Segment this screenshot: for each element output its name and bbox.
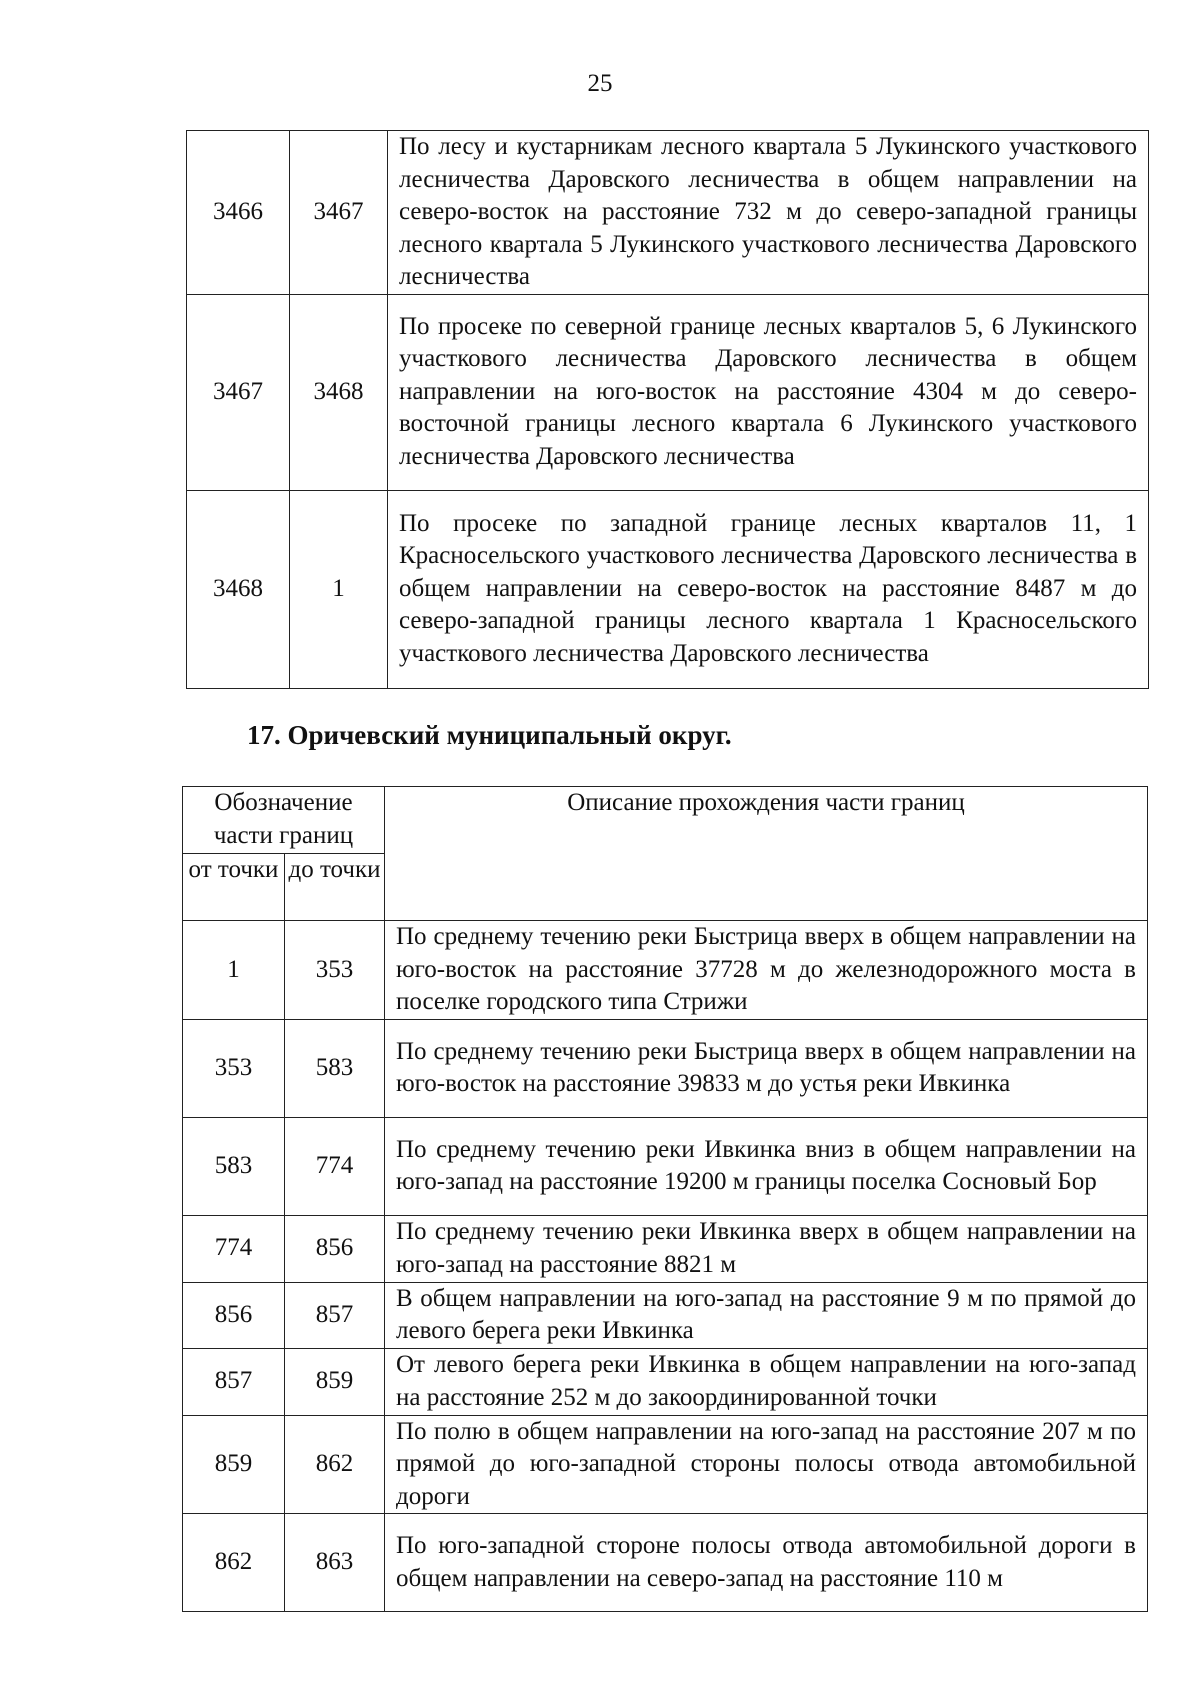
to-point-cell: 3468 [290,294,388,490]
page-number: 25 [587,70,613,97]
to-point-cell: 1 [290,490,388,688]
from-point-cell: 3466 [187,131,290,295]
table-row [187,490,1149,688]
to-point-cell: 583 [285,1019,385,1117]
from-point-cell: 859 [183,1415,285,1514]
description-cell: От левого берега реки Ивкинка в общем направлении на юго-запад на расстояние 252 м до закоординированной точки [385,1348,1148,1415]
table-row [183,921,1148,1020]
boundary-table-continued [186,130,1149,689]
description-cell: По среднему течению реки Быстрица вверх в общем направлении на юго-восток на расстояние 39833 м до устья реки Ивкинка [385,1019,1148,1117]
to-point-cell: 863 [285,1514,385,1612]
to-point-cell: 857 [285,1282,385,1348]
table-row [183,1117,1148,1215]
table-row [183,1215,1148,1282]
description-cell: По просеке по северной границе лесных кварталов 5, 6 Лукинского участкового лесничества Даровского лесничества в общем направлении на юго-восток на расстояние 4304 м до северо-восточной границы лесного квартала 6 Лукинского участкового лесничества Даровского лесничества [388,294,1149,490]
to-point-cell: 859 [285,1348,385,1415]
to-point-header: до точки [285,854,385,921]
from-point-cell: 774 [183,1215,285,1282]
table-header-row [183,787,1148,854]
from-point-cell: 583 [183,1117,285,1215]
to-point-cell: 3467 [290,131,388,295]
table-row [183,1282,1148,1348]
description-header: Описание прохождения части границ [385,787,1148,921]
to-point-cell: 774 [285,1117,385,1215]
designation-header: Обозначение части границ [183,787,385,854]
boundary-table-orichevsky [182,786,1148,1612]
table-row [183,1019,1148,1117]
table-row [183,1348,1148,1415]
from-point-header: от точки [183,854,285,921]
description-cell: По просеке по западной границе лесных кварталов 11, 1 Красносельского участкового лесничества Даровского лесничества в общем направлении на северо-восток на расстояние 8487 м до северо-западной границы лесного квартала 1 Красносельского участкового лесничества Даровского лесничества [388,490,1149,688]
from-point-cell: 353 [183,1019,285,1117]
description-cell: По полю в общем направлении на юго-запад на расстояние 207 м по прямой до юго-западной стороны полосы отвода автомобильной дороги [385,1415,1148,1514]
description-cell: По среднему течению реки Быстрица вверх в общем направлении на юго-восток на расстояние 37728 м до железнодорожного моста в поселке городского типа Стрижи [385,921,1148,1020]
from-point-cell: 862 [183,1514,285,1612]
description-cell: По среднему течению реки Ивкинка вверх в общем направлении на юго-запад на расстояние 8821 м [385,1215,1148,1282]
to-point-cell: 856 [285,1215,385,1282]
to-point-cell: 353 [285,921,385,1020]
description-cell: По юго-западной стороне полосы отвода автомобильной дороги в общем направлении на северо-запад на расстояние 110 м [385,1514,1148,1612]
from-point-cell: 856 [183,1282,285,1348]
from-point-cell: 857 [183,1348,285,1415]
description-cell: По среднему течению реки Ивкинка вниз в общем направлении на юго-запад на расстояние 19200 м границы поселка Сосновый Бор [385,1117,1148,1215]
table-row [187,294,1149,490]
table-row [183,1514,1148,1612]
description-cell: В общем направлении на юго-запад на расстояние 9 м по прямой до левого берега реки Ивкинка [385,1282,1148,1348]
table-row [183,1415,1148,1514]
to-point-cell: 862 [285,1415,385,1514]
section-heading: 17. Оричевский муниципальный округ. [247,720,732,750]
description-cell: По лесу и кустарникам лесного квартала 5 Лукинского участкового лесничества Даровского лесничества в общем направлении на северо-восток на расстояние 732 м до северо-западной границы лесного квартала 5 Лукинского участкового лесничества Даровского лесничества [388,131,1149,295]
from-point-cell: 1 [183,921,285,1020]
table-row [187,131,1149,295]
from-point-cell: 3467 [187,294,290,490]
from-point-cell: 3468 [187,490,290,688]
